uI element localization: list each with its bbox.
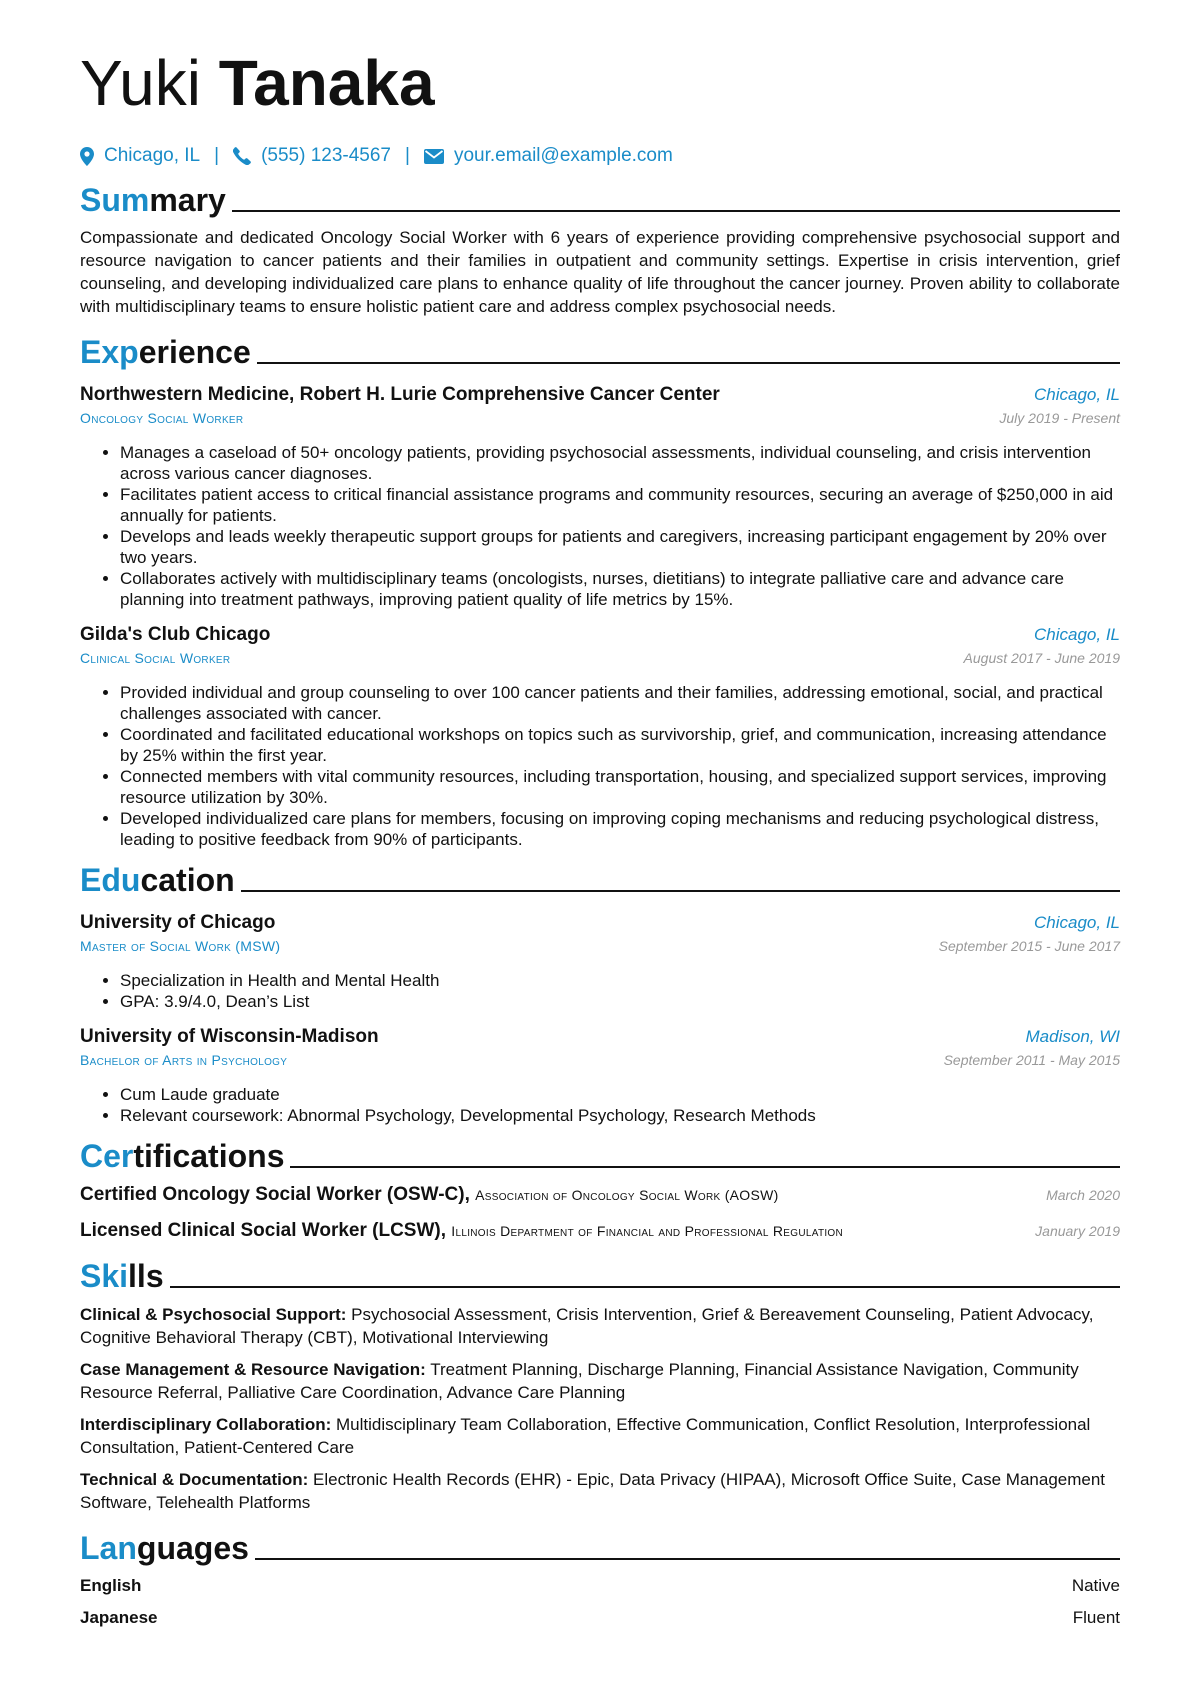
skill-group bbox=[80, 1358, 1120, 1404]
certification-entry: Certified Oncology Social Worker (OSW-C), Association of Oncology Social Work (AOSW) March 2020 bbox=[80, 1184, 1120, 1205]
job-title: Oncology Social Worker bbox=[80, 410, 244, 426]
certifications-heading bbox=[80, 1136, 1120, 1174]
heading-rest: lls bbox=[128, 1258, 164, 1294]
skill-category: Technical & Documentation: bbox=[80, 1470, 309, 1489]
list-item: • Collaborates actively with multidisciplinary teams (oncologists, nurses, dietitians) to integrate palliative care and advance care planning into treatment pathways, improving patient quality of life metrics by 15%. bbox=[120, 568, 1120, 610]
contact-line bbox=[80, 142, 1120, 170]
location-text: Chicago, IL bbox=[104, 145, 201, 166]
skill-group bbox=[80, 1413, 1120, 1459]
resume-page bbox=[80, 40, 1120, 1630]
certification-date: January 2019 bbox=[1035, 1223, 1120, 1239]
separator: | bbox=[405, 145, 410, 166]
list-item: • Connected members with vital community resources, including transportation, housing, and specialized support services, improving resource utilization by 30%. bbox=[120, 766, 1120, 808]
email-text: your.email@example.com bbox=[453, 145, 673, 166]
skill-items: Multidisciplinary Team Collaboration, Effective Communication, Conflict Resolution, Interprofessional Consultation, Patient-Centered Care bbox=[80, 1415, 1091, 1457]
heading-accent: Ski bbox=[80, 1258, 129, 1294]
certification-title: Certified Oncology Social Worker (OSW-C) bbox=[80, 1184, 465, 1205]
skill-items: Psychosocial Assessment, Crisis Intervention, Grief & Bereavement Counseling, Patient Advocacy, Cognitive Behavioral Therapy (CBT), Motivational Interviewing bbox=[80, 1305, 1094, 1347]
contact-location bbox=[80, 145, 200, 167]
heading-accent: Edu bbox=[80, 862, 141, 898]
list-item: • Developed individualized care plans for members, focusing on improving coping mechanisms and reducing psychological distress, leading to positive feedback from 90% of participants. bbox=[120, 808, 1120, 850]
skill-category: Case Management & Resource Navigation: bbox=[80, 1360, 426, 1379]
education-entry bbox=[80, 910, 1120, 1012]
language-level: Fluent bbox=[1072, 1608, 1120, 1627]
heading-rule bbox=[170, 1286, 1120, 1288]
entry-dates: August 2017 - June 2019 bbox=[963, 650, 1120, 666]
phone-icon bbox=[233, 147, 251, 165]
summary-text: Compassionate and dedicated Oncology Social Worker with 6 years of experience providing comprehensive psychosocial support and resource navigation to cancer patients and their families in outpatient and community settings. Expertise in crisis intervention, grief counseling, and developing individualized care plans to enhance quality of life throughout the cancer journey. Proven ability to collaborate with multidisciplinary teams to ensure holistic patient care and address complex psychosocial needs. bbox=[80, 228, 1120, 316]
language-entry bbox=[80, 1574, 1120, 1598]
school-name: University of Chicago bbox=[80, 912, 276, 933]
school-name: University of Wisconsin-Madison bbox=[80, 1026, 379, 1047]
heading-accent: Exp bbox=[80, 334, 139, 370]
certification-entry: Licensed Clinical Social Worker (LCSW), Illinois Department of Financial and Professional Regulation January 2019 bbox=[80, 1220, 1120, 1241]
heading-rule bbox=[290, 1166, 1120, 1168]
list-item: • Facilitates patient access to critical financial assistance programs and community resources, securing an average of $250,000 in aid annually for patients. bbox=[120, 484, 1120, 526]
degree: Master of Social Work (MSW) bbox=[80, 938, 281, 954]
phone-text: (555) 123-4567 bbox=[261, 145, 391, 166]
heading-accent: Cer bbox=[80, 1138, 134, 1174]
heading-rest: guages bbox=[136, 1530, 249, 1566]
degree: Bachelor of Arts in Psychology bbox=[80, 1052, 288, 1068]
entry-dates: July 2019 - Present bbox=[999, 410, 1120, 426]
list-item: • Relevant coursework: Abnormal Psychology, Developmental Psychology, Research Methods bbox=[120, 1105, 1120, 1126]
list-item: • GPA: 3.9/4.0, Dean’s List bbox=[120, 991, 1120, 1012]
certification-title: Licensed Clinical Social Worker (LCSW) bbox=[80, 1220, 441, 1241]
language-level: Native bbox=[1071, 1576, 1120, 1595]
separator: | bbox=[214, 145, 220, 166]
experience-entry bbox=[80, 622, 1120, 850]
candidate-name bbox=[80, 40, 1120, 126]
list-item: • Specialization in Health and Mental Health bbox=[120, 970, 1120, 991]
language-entry bbox=[80, 1606, 1120, 1630]
list-item: • Cum Laude graduate bbox=[120, 1084, 1120, 1105]
contact-email[interactable] bbox=[424, 145, 673, 167]
first-name: Yuki bbox=[80, 47, 201, 119]
bullet-list bbox=[80, 1084, 1120, 1126]
heading-rest: erience bbox=[138, 334, 251, 370]
heading-accent: Lan bbox=[80, 1530, 137, 1566]
skill-items: Electronic Health Records (EHR) - Epic, Data Privacy (HIPAA), Microsoft Office Suite, Case Management Software, Telehealth Platforms bbox=[80, 1470, 1106, 1512]
list-item: • Manages a caseload of 50+ oncology patients, providing psychosocial assessments, individual counseling, and crisis intervention across various cancer diagnoses. bbox=[120, 442, 1120, 484]
languages-heading bbox=[80, 1528, 1120, 1566]
certification-issuer: Illinois Department of Financial and Professional Regulation bbox=[451, 1223, 844, 1239]
entry-location: Madison, WI bbox=[1025, 1027, 1120, 1046]
education-entry bbox=[80, 1024, 1120, 1126]
employer-name: Northwestern Medicine, Robert H. Lurie Comprehensive Cancer Center bbox=[80, 384, 720, 405]
heading-rule bbox=[255, 1558, 1120, 1560]
employer-name: Gilda's Club Chicago bbox=[80, 624, 271, 645]
experience-heading bbox=[80, 332, 1120, 370]
skill-category: Interdisciplinary Collaboration: bbox=[80, 1415, 332, 1434]
experience-entry bbox=[80, 382, 1120, 610]
skills-heading bbox=[80, 1256, 1120, 1294]
summary-heading bbox=[80, 180, 1120, 218]
contact-phone[interactable] bbox=[233, 145, 391, 167]
bullet-list bbox=[80, 682, 1120, 850]
skill-group bbox=[80, 1468, 1120, 1514]
last-name: Tanaka bbox=[218, 47, 435, 119]
language-name: English bbox=[80, 1576, 142, 1595]
entry-location: Chicago, IL bbox=[1034, 385, 1120, 404]
certification-issuer: Association of Oncology Social Work (AOSW) bbox=[475, 1187, 779, 1203]
heading-accent: Sum bbox=[80, 182, 150, 218]
entry-location: Chicago, IL bbox=[1034, 913, 1120, 932]
job-title: Clinical Social Worker bbox=[80, 650, 231, 666]
bullet-list bbox=[80, 970, 1120, 1012]
map-pin-icon bbox=[80, 147, 94, 166]
heading-rest: tifications bbox=[133, 1138, 285, 1174]
skill-items: Treatment Planning, Discharge Planning, Financial Assistance Navigation, Community Resource Referral, Palliative Care Coordination, Advance Care Planning bbox=[80, 1360, 1079, 1402]
heading-rest: cation bbox=[140, 862, 235, 898]
heading-rest: mary bbox=[149, 182, 226, 218]
entry-dates: September 2011 - May 2015 bbox=[943, 1052, 1120, 1068]
entry-dates: September 2015 - June 2017 bbox=[938, 938, 1120, 954]
language-name: Japanese bbox=[80, 1608, 158, 1627]
entry-location: Chicago, IL bbox=[1034, 625, 1120, 644]
list-item: • Provided individual and group counseling to over 100 cancer patients and their families, addressing emotional, social, and practical challenges associated with cancer. bbox=[120, 682, 1120, 724]
skill-group bbox=[80, 1303, 1120, 1349]
heading-rule bbox=[232, 210, 1120, 212]
education-heading bbox=[80, 860, 1120, 898]
envelope-icon bbox=[424, 149, 444, 164]
skill-category: Clinical & Psychosocial Support: bbox=[80, 1305, 347, 1324]
heading-rule bbox=[257, 362, 1120, 364]
certification-date: March 2020 bbox=[1046, 1187, 1120, 1203]
list-item: • Coordinated and facilitated educational workshops on topics such as survivorship, grief, and communication, increasing attendance by 25% within the first year. bbox=[120, 724, 1120, 766]
list-item: • Develops and leads weekly therapeutic support groups for patients and caregivers, increasing participant engagement by 20% over two years. bbox=[120, 526, 1120, 568]
heading-rule bbox=[241, 890, 1120, 892]
bullet-list bbox=[80, 442, 1120, 610]
